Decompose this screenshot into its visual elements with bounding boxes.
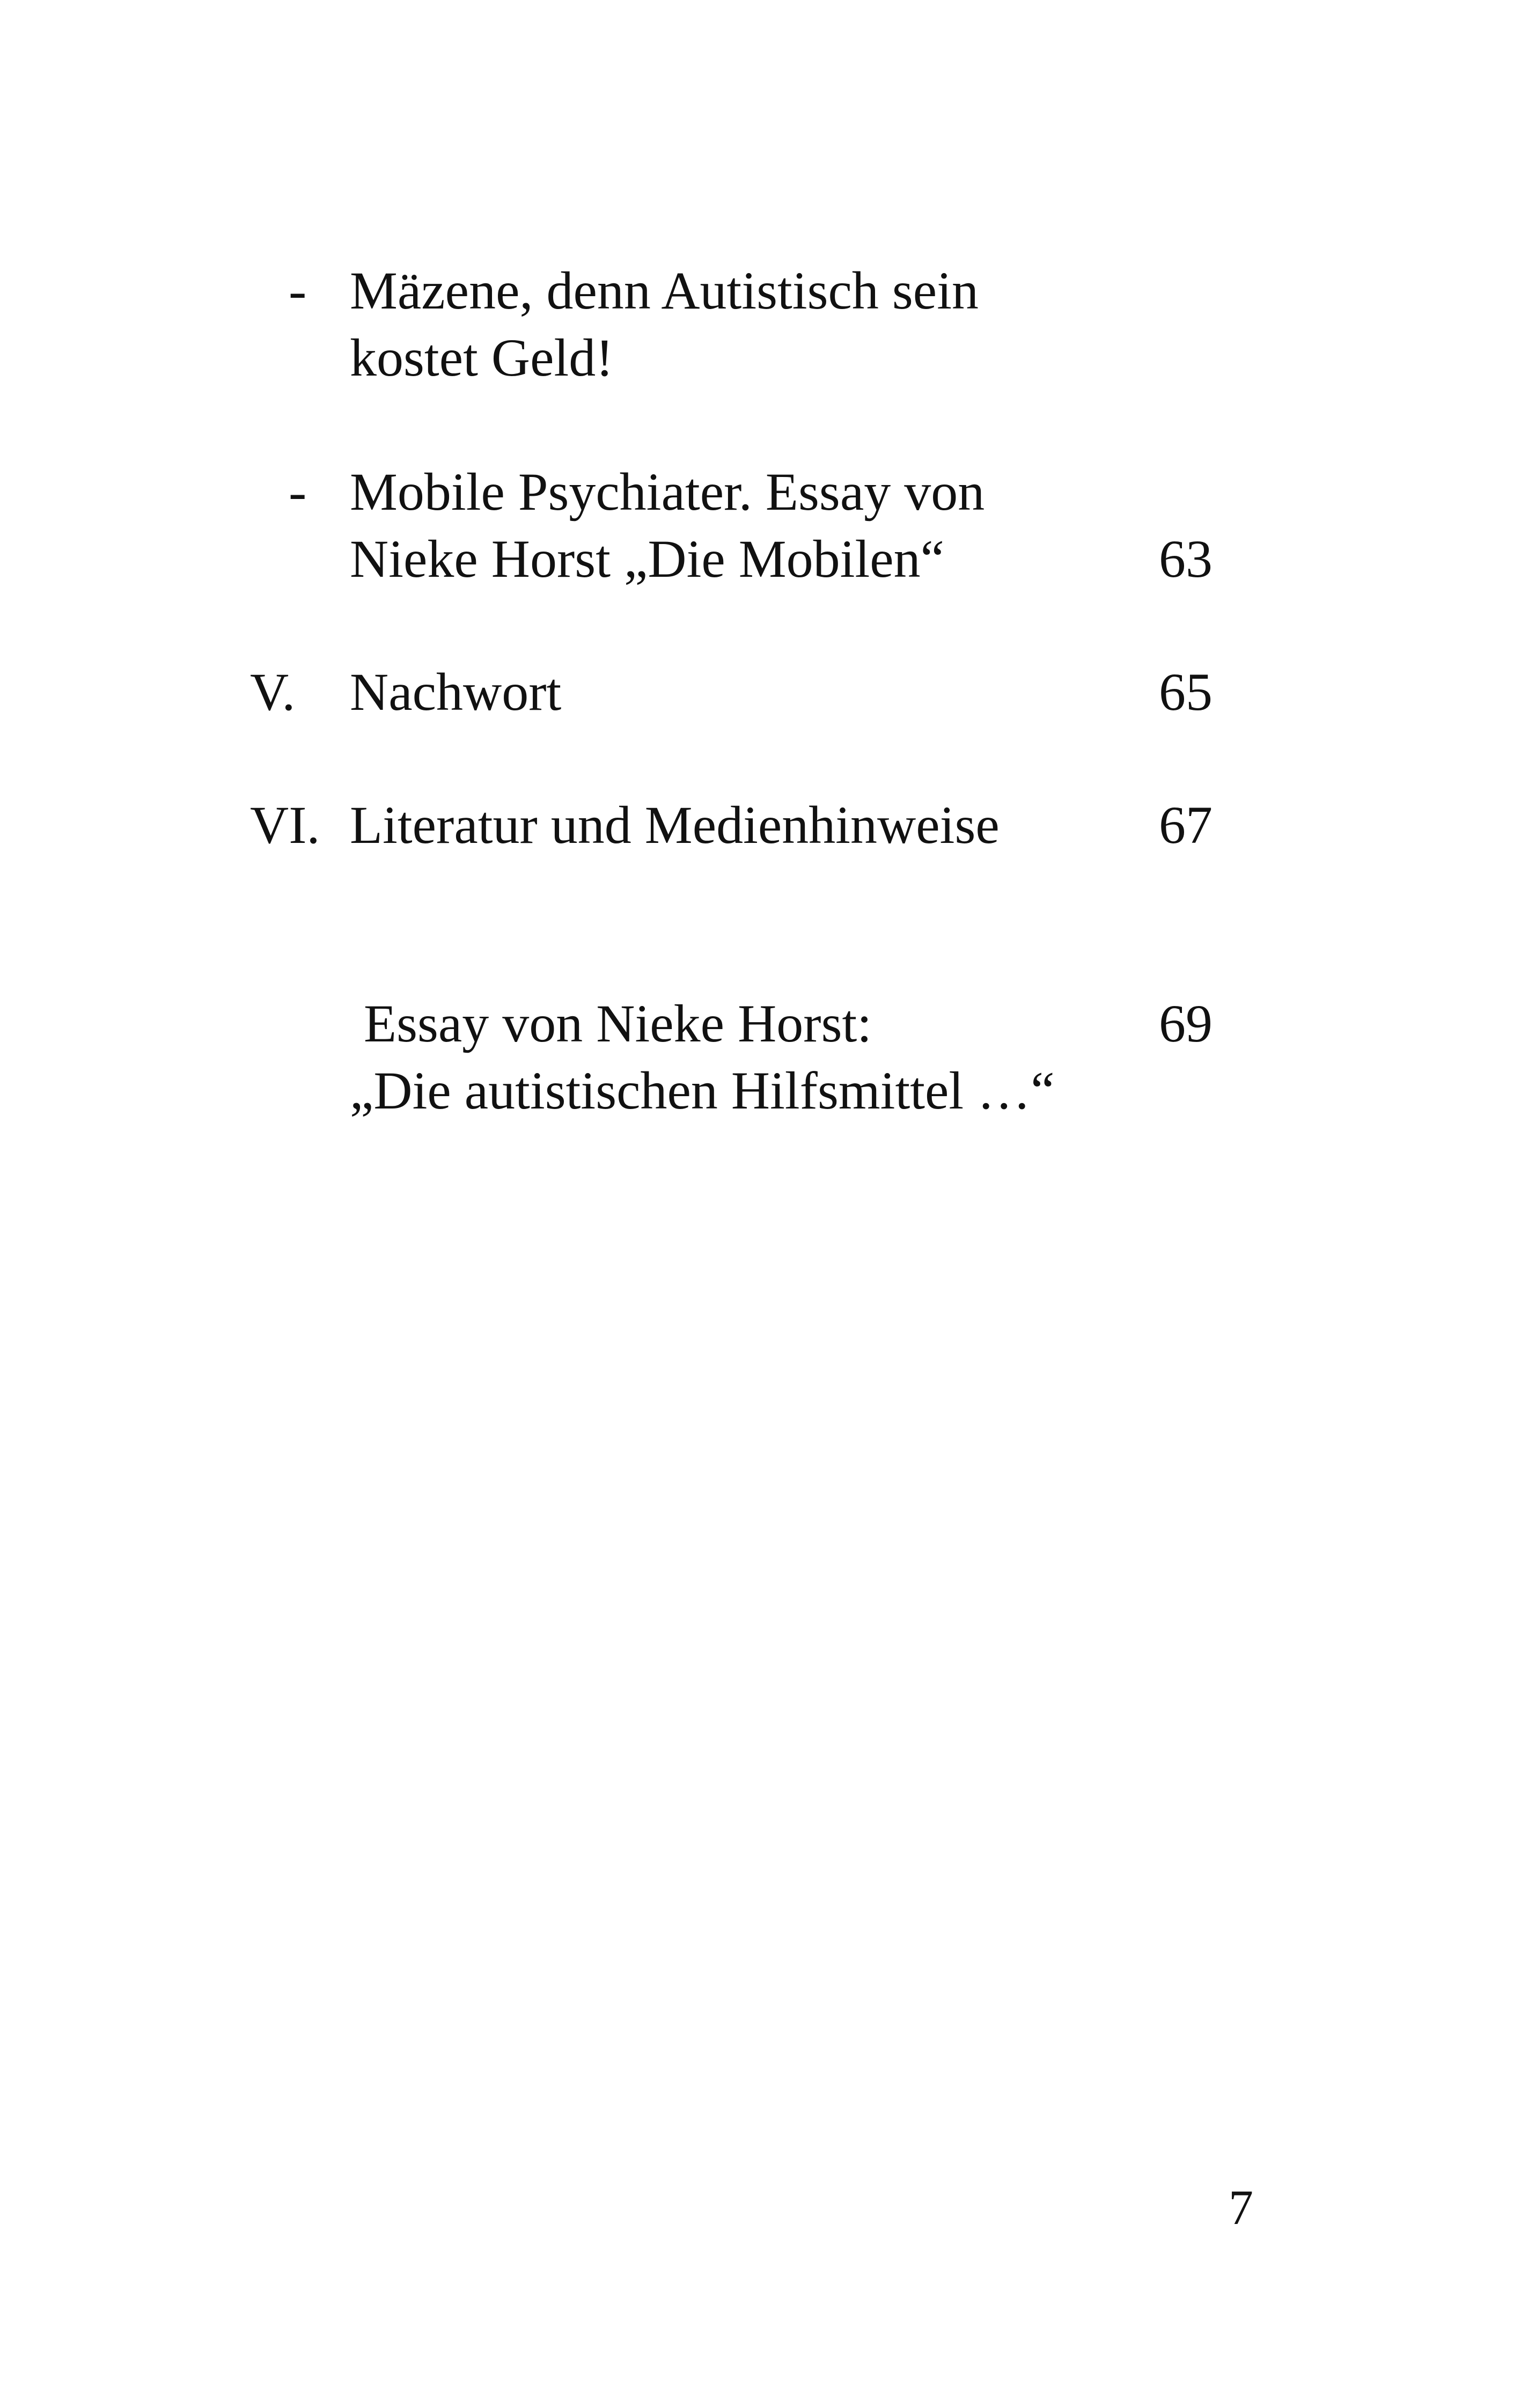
toc-entry-4-marker: VI. <box>250 795 320 855</box>
toc-entry-1-marker: - <box>289 261 307 320</box>
toc-entry-2-title-line-1: Mobile Psychiater. Essay von <box>350 462 985 522</box>
toc-entry-3-page-number: 65 <box>1159 662 1213 722</box>
toc-entry-1-title-line-1: Mäzene, denn Autistisch sein <box>350 261 979 320</box>
toc-entry-4-title: Literatur und Medienhinweise <box>350 795 1000 855</box>
toc-entry-5-title-line-2: „Die autistischen Hilfsmittel …“ <box>350 1061 1055 1120</box>
toc-entry-2-marker: - <box>289 462 307 522</box>
page-number: 7 <box>1229 2180 1253 2235</box>
toc-entry-2-title-line-2: Nieke Horst „Die Mobilen“ <box>350 529 945 589</box>
toc-entry-5-page-number: 69 <box>1159 994 1213 1053</box>
toc-entry-3-marker: V. <box>250 662 296 722</box>
toc-entry-4-page-number: 67 <box>1159 795 1213 855</box>
toc-entry-5-title-line-1: Essay von Nieke Horst: <box>364 994 872 1053</box>
toc-entry-3-title: Nachwort <box>350 662 562 722</box>
toc-entry-2-page-number: 63 <box>1159 529 1213 589</box>
toc-entry-1-title-line-2: kostet Geld! <box>350 328 614 387</box>
